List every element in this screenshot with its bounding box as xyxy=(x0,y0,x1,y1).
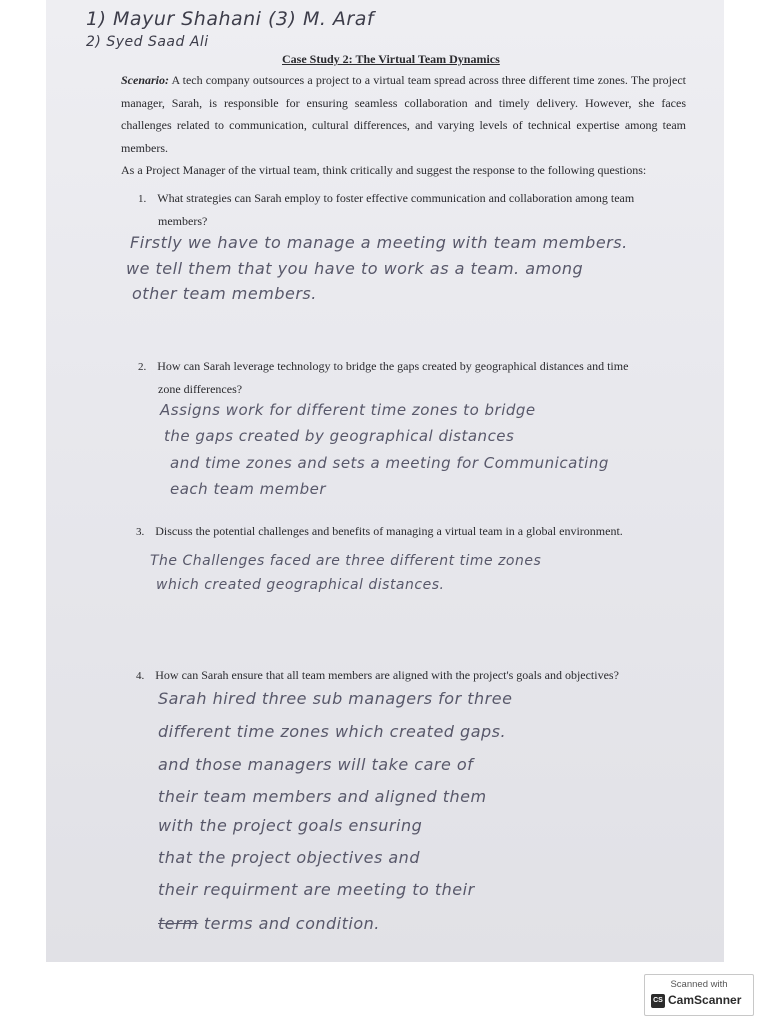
camscanner-logo-icon: CS xyxy=(651,994,665,1008)
question-3 xyxy=(136,520,706,543)
answer-4-line-6: that the project objectives and xyxy=(158,848,420,867)
answer-2-line-1: Assigns work for different time zones to bridge xyxy=(160,401,536,419)
case-study-title: Case Study 2: The Virtual Team Dynamics xyxy=(282,52,500,66)
question-2-number: 2. xyxy=(138,361,147,373)
answer-3-line-1: The Challenges faced are three different time zones xyxy=(150,553,542,569)
answer-4-line-2: different time zones which created gaps. xyxy=(158,722,507,741)
answer-2-line-4: each team member xyxy=(170,480,326,498)
student-names-line-1: 1) Mayur Shahani (3) M. Araf xyxy=(86,8,375,30)
watermark-brand: CamScanner xyxy=(668,993,742,1007)
question-4 xyxy=(136,664,706,687)
question-2-text-line1: How can Sarah leverage technology to bridge the gaps created by geographical distances and time xyxy=(157,359,629,373)
question-1 xyxy=(138,187,698,232)
question-1-number: 1. xyxy=(138,193,147,205)
question-4-text-line1: How can Sarah ensure that all team members are aligned with the project's goals and objectives? xyxy=(155,668,619,682)
answer-4-line-3: and those managers will take care of xyxy=(158,755,474,774)
question-4-number: 4. xyxy=(136,670,145,682)
question-2-text-line2: zone differences? xyxy=(158,382,243,396)
question-2 xyxy=(138,355,698,400)
question-3-text-line1: Discuss the potential challenges and benefits of managing a virtual team in a global environment. xyxy=(155,524,623,538)
instruction-text: As a Project Manager of the virtual team, think critically and suggest the response to the following questions: xyxy=(121,163,647,177)
answer-4-line-8-text: terms and condition. xyxy=(203,914,380,933)
answer-2-line-2: the gaps created by geographical distances xyxy=(164,427,515,445)
answer-4-line-7: their requirment are meeting to their xyxy=(158,880,475,899)
answer-1-line-3: other team members. xyxy=(132,284,317,303)
scenario-text: A tech company outsources a project to a virtual team spread across three different time zones. The project manager, Sarah, is responsible for ensuring seamless collaboration and timely delivery. However, she faces challenges related to communication, cultural differences, and varying levels of technical expertise among team members. xyxy=(121,73,686,155)
answer-4-struck-word: term xyxy=(158,914,199,933)
answer-4-line-8 xyxy=(158,914,380,933)
answer-2-line-3: and time zones and sets a meeting for Communicating xyxy=(170,454,609,472)
camscanner-watermark xyxy=(644,974,754,1016)
answer-3-line-2: which created geographical distances. xyxy=(156,577,445,593)
answer-4-line-1: Sarah hired three sub managers for three xyxy=(158,689,513,708)
question-1-text-line2: members? xyxy=(158,214,208,228)
scenario-label: Scenario: xyxy=(121,73,169,87)
scanned-page xyxy=(46,0,724,962)
answer-1-line-1: Firstly we have to manage a meeting with team members. xyxy=(130,233,628,252)
student-names-line-2: 2) Syed Saad Ali xyxy=(86,34,209,50)
answer-4-line-4: their team members and aligned them xyxy=(158,787,487,806)
watermark-caption: Scanned with xyxy=(670,979,728,990)
question-1-text-line1: What strategies can Sarah employ to foster effective communication and collaboration among team xyxy=(157,191,635,205)
scenario-paragraph xyxy=(121,69,686,159)
answer-4-line-5: with the project goals ensuring xyxy=(158,816,423,835)
question-3-number: 3. xyxy=(136,526,145,538)
answer-1-line-2: we tell them that you have to work as a team. among xyxy=(126,259,584,278)
